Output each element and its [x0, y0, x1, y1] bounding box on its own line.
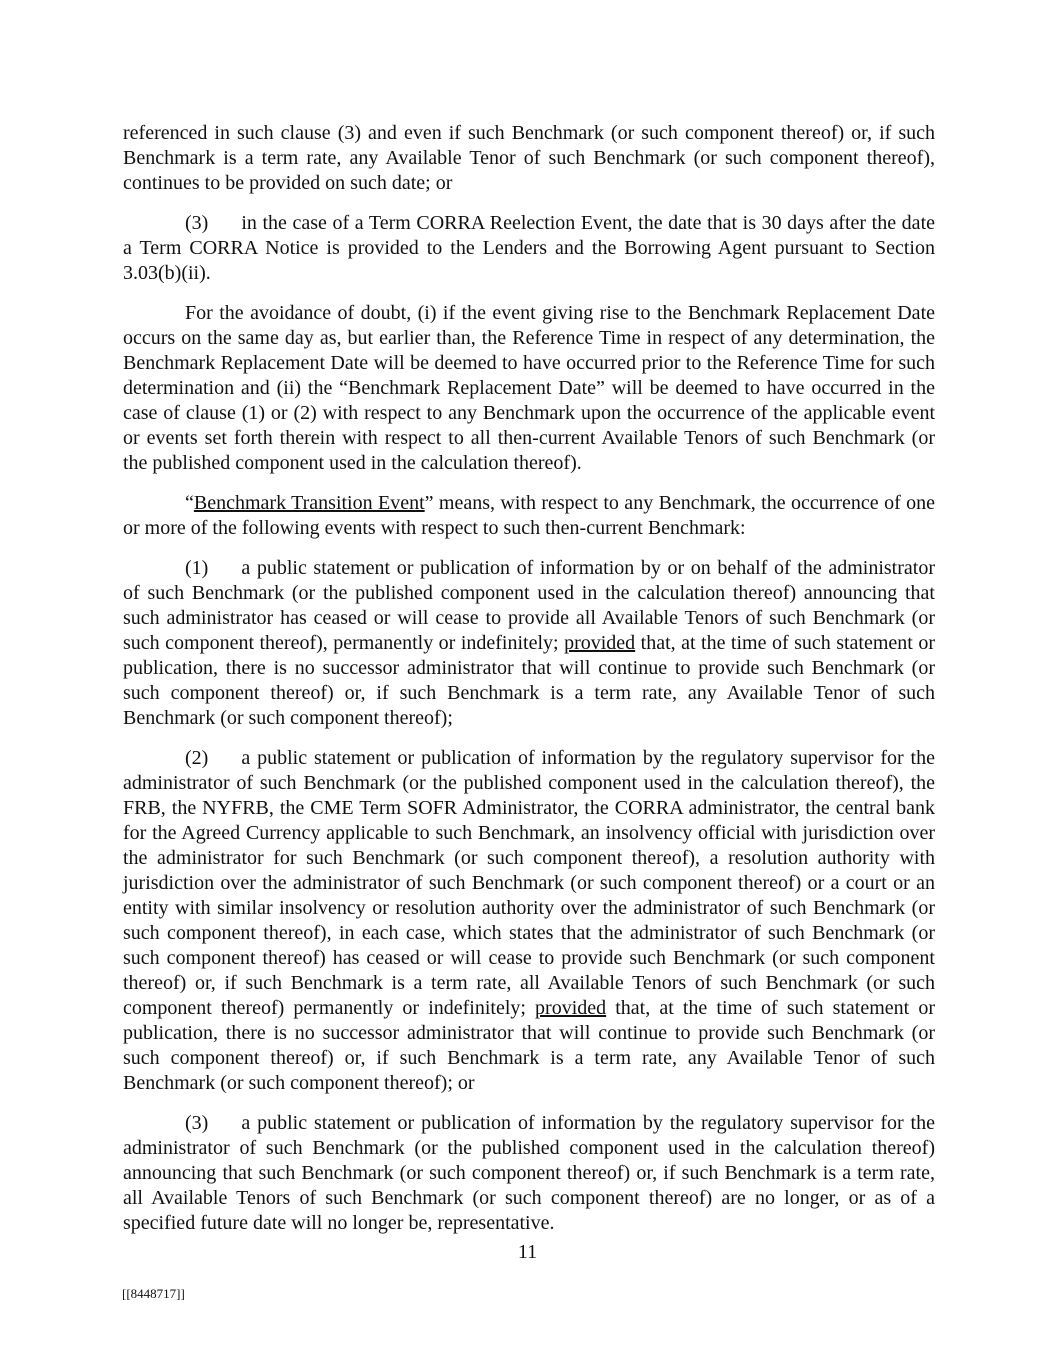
page-number: 11	[517, 1241, 538, 1263]
paragraph	[123, 301, 935, 476]
text-run: (1)	[185, 557, 209, 579]
text-run: a public statement or publication of information by the regulatory supervisor for the administrator of such Benchmark (or the published component used in the calculation thereof), the FRB, the NYFRB, the CME Term SOFR Administrator, the CORRA administrator, the central bank for the Agreed Currency applicable to such Benchmark, an insolvency official with jurisdiction over the administrator for such Benchmark (or such component thereof), a resolution authority with jurisdiction over the administrator of such Benchmark (or such component thereof) or a court or an entity with similar insolvency or resolution authority over the administrator of such Benchmark (or such component thereof), in each case, which states that the administrator of such Benchmark (or such component thereof) has ceased or will cease to provide such Benchmark (or such component thereof) or, if such Benchmark is a term rate, all Available Tenors of such Benchmark (or such component thereof) permanently or indefinitely;	[123, 747, 935, 1019]
text-run: “	[185, 492, 194, 514]
text-run: (3)	[185, 1112, 209, 1134]
text-run: (2)	[185, 747, 209, 769]
text-run: (3)	[185, 212, 209, 234]
text-run: referenced in such clause (3) and even if such Benchmark (or such component thereof) or, if such Benchmark is a term rate, any Available Tenor of such Benchmark (or such component thereof), continues to be provided on such date; or	[123, 122, 935, 194]
paragraph	[123, 556, 935, 731]
text-run: a public statement or publication of information by the regulatory supervisor for the administrator of such Benchmark (or the published component used in the calculation thereof) announcing that such Benchmark (or such component thereof) or, if such Benchmark is a term rate, all Available Tenors of such Benchmark (or such component thereof) are no longer, or as of a specified future date will no longer be, representative.	[123, 1112, 935, 1234]
text-run: that, at the time of such statement or publication, there is no successor administrator that will continue to provide such Benchmark (or such component thereof) or, if such Benchmark is a term rate, any Available Tenor of such Benchmark (or such component thereof); or	[123, 997, 935, 1094]
underlined-text: Benchmark Transition Event	[193, 492, 425, 514]
paragraph	[123, 121, 935, 196]
text-run: that, at the time of such statement or publication, there is no successor administrator that will continue to provide such Benchmark (or such component thereof) or, if such Benchmark is a term rate, any Available Tenor of such Benchmark (or such component thereof);	[123, 632, 935, 729]
document-body	[123, 121, 935, 1236]
paragraph	[123, 1111, 935, 1236]
paragraph	[123, 746, 935, 1096]
paragraph	[123, 491, 935, 541]
text-run: ” means, with respect to any Benchmark, the occurrence of one or more of the following events with respect to such then-current Benchmark:	[123, 492, 935, 539]
text-run: a public statement or publication of information by or on behalf of the administrator of such Benchmark (or the published component used in the calculation thereof) announcing that such administrator has ceased or will cease to provide all Available Tenors of such Benchmark (or such component thereof), permanently or indefinitely;	[123, 557, 935, 654]
underlined-text: provided	[564, 632, 636, 654]
paragraph	[123, 211, 935, 286]
text-run: in the case of a Term CORRA Reelection Event, the date that is 30 days after the date a Term CORRA Notice is provided to the Lenders and the Borrowing Agent pursuant to Section 3.03(b)(ii).	[123, 212, 935, 284]
document-id-tag: [[8448717]]	[122, 1286, 185, 1301]
text-run: For the avoidance of doubt, (i) if the event giving rise to the Benchmark Replacement Date occurs on the same day as, but earlier than, the Reference Time in respect of any determination, the Benchmark Replacement Date will be deemed to have occurred prior to the Reference Time for such determination and (ii) the “Benchmark Replacement Date” will be deemed to have occurred in the case of clause (1) or (2) with respect to any Benchmark upon the occurrence of the applicable event or events set forth therein with respect to all then-current Available Tenors of such Benchmark (or the published component used in the calculation thereof).	[123, 302, 935, 474]
underlined-text: provided	[535, 997, 607, 1019]
